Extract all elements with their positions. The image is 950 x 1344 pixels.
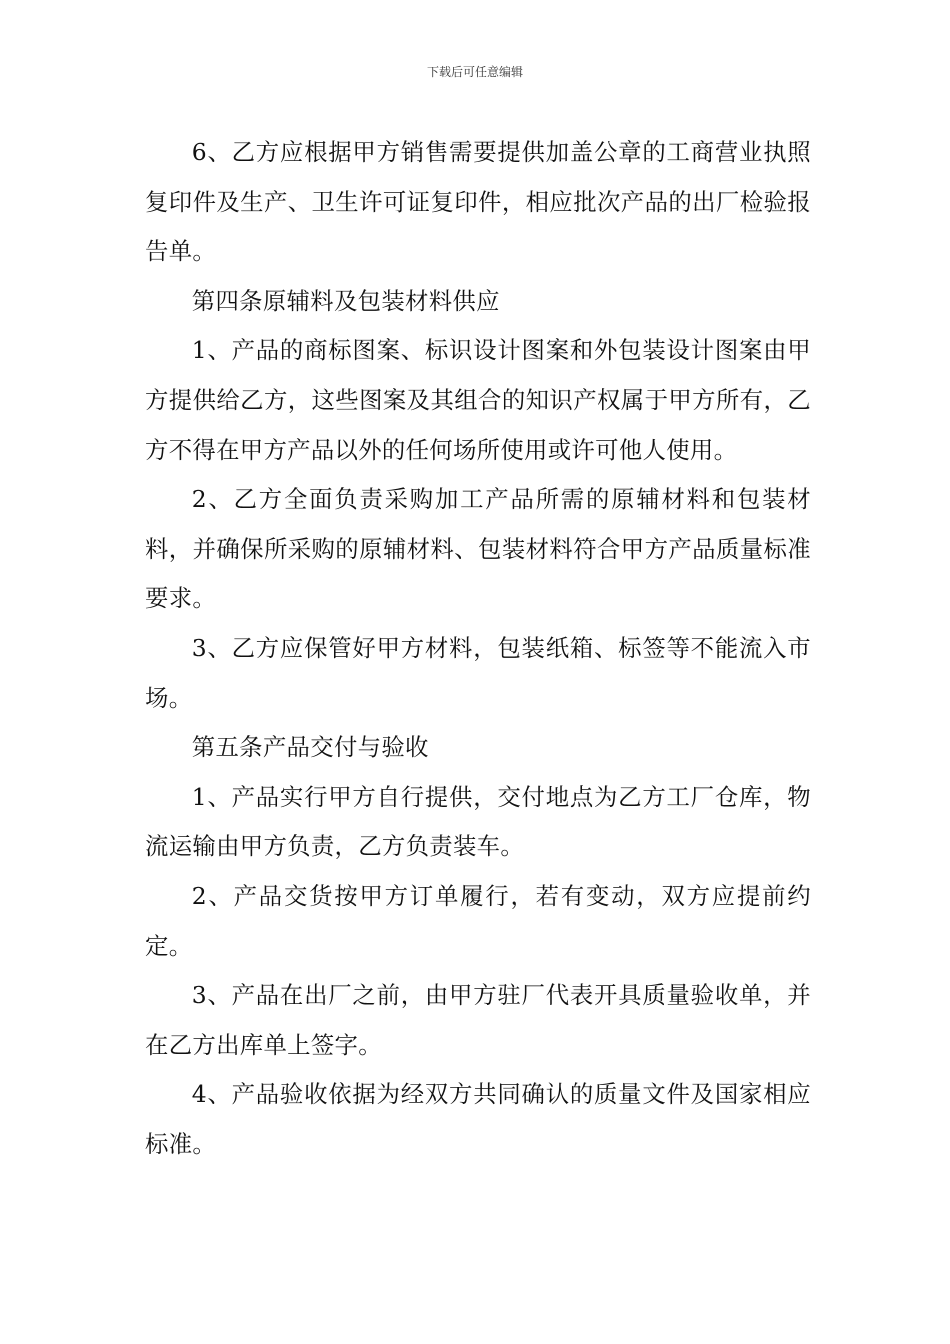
document-body <box>145 128 811 1169</box>
section-heading-article-4: 第四条原辅料及包装材料供应 <box>191 286 500 315</box>
paragraph-item-2-procurement: 2、乙方全面负责采购加工产品所需的原辅材料和包装材料，并确保所采购的原辅材料、包装材料符合甲方产品质量标准要求。 <box>145 485 811 613</box>
paragraph-item-6-business-license: 6、乙方应根据甲方销售需要提供加盖公章的工商营业执照复印件及生产、卫生许可证复印件，相应批次产品的出厂检验报告单。 <box>145 138 811 266</box>
page-header: 下载后可任意编辑 <box>426 65 523 79</box>
paragraph-item-3-materials-custody: 3、乙方应保管好甲方材料，包装纸箱、标签等不能流入市场。 <box>145 633 811 712</box>
paragraph-item-4-standards: 4、产品验收依据为经双方共同确认的质量文件及国家相应标准。 <box>145 1080 811 1158</box>
paragraph-item-2-orders: 2、产品交货按甲方订单履行，若有变动，双方应提前约定。 <box>145 881 811 960</box>
paragraph-item-1-trademark: 1、产品的商标图案、标识设计图案和外包装设计图案由甲方提供给乙方，这些图案及其组合的知识产权属于甲方所有，乙方不得在甲方产品以外的任何场所使用或许可他人使用。 <box>145 336 811 464</box>
section-heading-article-5: 第五条产品交付与验收 <box>191 733 429 762</box>
paragraph-item-1-delivery: 1、产品实行甲方自行提供，交付地点为乙方工厂仓库，物流运输由甲方负责，乙方负责装车。 <box>145 782 811 861</box>
paragraph-item-3-acceptance: 3、产品在出厂之前，由甲方驻厂代表开具质量验收单，并在乙方出库单上签字。 <box>145 981 811 1059</box>
